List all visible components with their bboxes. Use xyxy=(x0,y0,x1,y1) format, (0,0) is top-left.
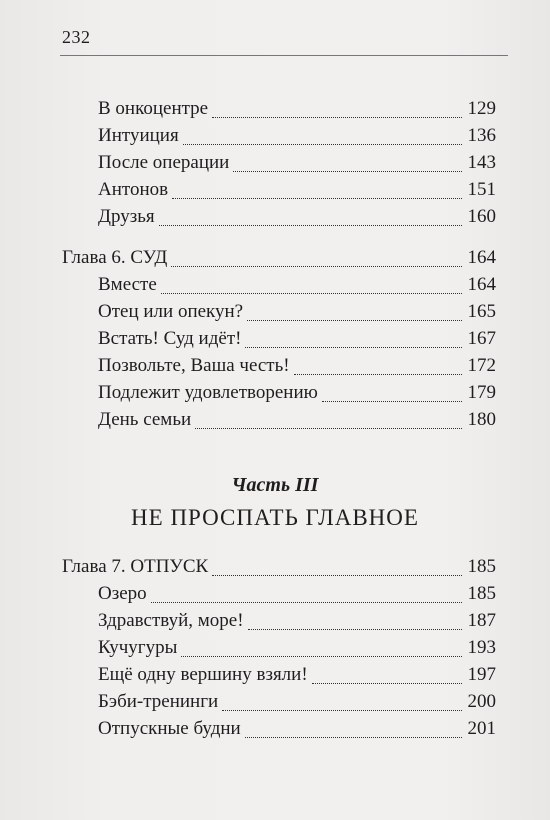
toc-entry-title: Позвольте, Ваша честь! xyxy=(98,355,290,376)
leader-dots xyxy=(212,575,461,576)
toc-entry xyxy=(98,96,496,122)
toc-entry-title: Кучугуры xyxy=(98,637,178,658)
page-number: 232 xyxy=(62,27,91,47)
toc-entry-page: 129 xyxy=(467,98,496,119)
toc-entry-title: Здравствуй, море! xyxy=(98,610,244,631)
toc-entry-title: Бэби-тренинги xyxy=(98,691,219,712)
toc-chapter-entry xyxy=(62,554,496,580)
toc-entry-page: 185 xyxy=(467,583,496,604)
toc-entry xyxy=(98,150,496,176)
leader-dots xyxy=(172,198,461,199)
toc-entry-title: Подлежит удовлетворению xyxy=(98,382,318,403)
toc-chapter-entry xyxy=(62,245,496,271)
toc-entry xyxy=(98,123,496,149)
toc-entry-page: 187 xyxy=(467,610,496,631)
toc-entry-title: Отпускные будни xyxy=(98,718,241,739)
leader-dots xyxy=(233,171,461,172)
leader-dots xyxy=(222,710,461,711)
leader-dots xyxy=(245,737,462,738)
leader-dots xyxy=(183,144,462,145)
leader-dots xyxy=(248,629,462,630)
toc-entry-title: Встать! Суд идёт! xyxy=(98,328,242,349)
toc-entry-title: Друзья xyxy=(98,206,155,227)
toc-entry xyxy=(98,177,496,203)
leader-dots xyxy=(181,656,461,657)
toc-entry xyxy=(98,635,496,661)
leader-dots xyxy=(159,225,462,226)
part-label: Часть III xyxy=(231,474,319,496)
toc-entry-page: 180 xyxy=(467,409,496,430)
toc-entry xyxy=(98,353,496,379)
toc-entry xyxy=(98,581,496,607)
toc-entry xyxy=(98,380,496,406)
leader-dots xyxy=(294,374,462,375)
toc-entry-page: 143 xyxy=(467,152,496,173)
toc-chapter-title: Глава 7. ОТПУСК xyxy=(62,556,209,577)
toc-entry-title: Антонов xyxy=(98,179,169,200)
leader-dots xyxy=(212,117,461,118)
leader-dots xyxy=(322,401,462,402)
leader-dots xyxy=(161,293,462,294)
toc-entry-page: 201 xyxy=(467,718,496,739)
toc-entry-title: Ещё одну вершину взяли! xyxy=(98,664,308,685)
toc-entry-page: 172 xyxy=(467,355,496,376)
toc-chapter-title: Глава 6. СУД xyxy=(62,247,168,268)
toc-entry xyxy=(98,407,496,433)
toc-entry-page: 160 xyxy=(467,206,496,227)
leader-dots xyxy=(245,347,461,348)
toc-entry-page: 193 xyxy=(467,637,496,658)
toc-entry-title: Озеро xyxy=(98,583,147,604)
toc-entry xyxy=(98,299,496,325)
toc-entry-page: 185 xyxy=(467,556,496,577)
toc-entry-page: 197 xyxy=(467,664,496,685)
toc-entry xyxy=(98,608,496,634)
leader-dots xyxy=(195,428,461,429)
toc-entry-page: 151 xyxy=(467,179,496,200)
toc-entry-title: После операции xyxy=(98,152,230,173)
toc-entry-title: День семьи xyxy=(98,409,192,430)
toc-entry xyxy=(98,272,496,298)
toc-entry xyxy=(98,204,496,230)
toc-entry-page: 179 xyxy=(467,382,496,403)
toc-entry xyxy=(98,689,496,715)
leader-dots xyxy=(247,320,461,321)
toc-entry-page: 164 xyxy=(467,247,496,268)
toc-entry xyxy=(98,716,496,742)
toc-entry-title: Интуиция xyxy=(98,125,179,146)
leader-dots xyxy=(151,602,462,603)
toc-entry-title: Отец или опекун? xyxy=(98,301,244,322)
toc-entry xyxy=(98,326,496,352)
part-title: НЕ ПРОСПАТЬ ГЛАВНОЕ xyxy=(131,505,419,530)
toc-entry-page: 167 xyxy=(467,328,496,349)
toc-entry-page: 200 xyxy=(467,691,496,712)
toc-entry-title: Вместе xyxy=(98,274,157,295)
toc-entry-page: 165 xyxy=(467,301,496,322)
leader-dots xyxy=(312,683,462,684)
toc-entry xyxy=(98,662,496,688)
leader-dots xyxy=(171,266,461,267)
toc-entry-page: 164 xyxy=(467,274,496,295)
toc-entry-title: В онкоцентре xyxy=(98,98,209,119)
toc-entry-page: 136 xyxy=(467,125,496,146)
